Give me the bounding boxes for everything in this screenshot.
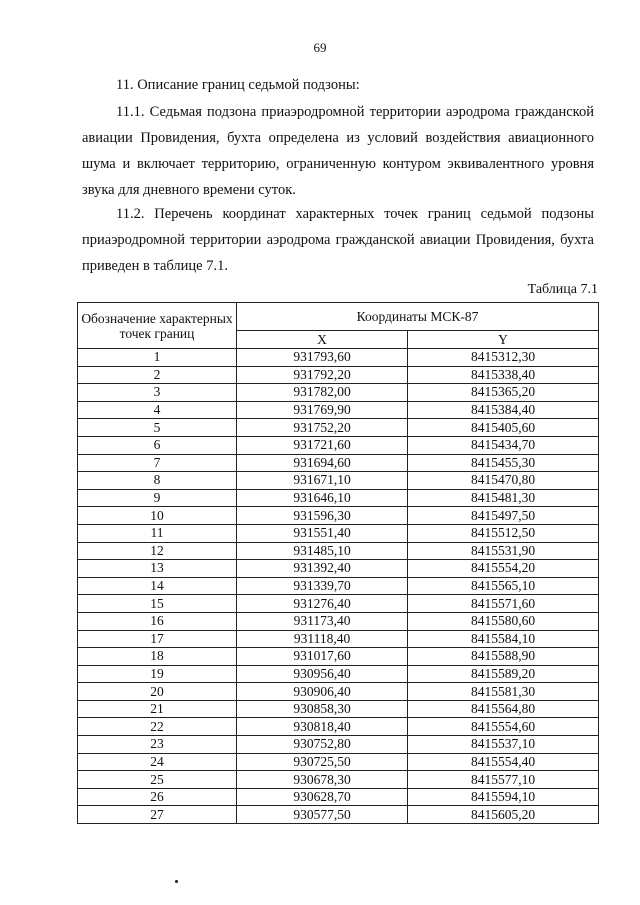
point-number-cell: 25 [78,771,237,789]
x-coordinate-cell: 931596,30 [237,507,408,525]
x-coordinate-cell: 930628,70 [237,788,408,806]
x-coordinate-cell: 931485,10 [237,542,408,560]
table-row [78,806,599,824]
header-x: X [237,331,408,349]
point-number-cell: 14 [78,577,237,595]
x-coordinate-cell: 931276,40 [237,595,408,613]
point-number-cell: 22 [78,718,237,736]
y-coordinate-cell: 8415554,20 [408,560,599,578]
coordinates-table [77,302,599,824]
point-number-cell: 17 [78,630,237,648]
y-coordinate-cell: 8415338,40 [408,366,599,384]
x-coordinate-cell: 931017,60 [237,648,408,666]
header-coordinates-system: Координаты МСК-87 [237,303,599,331]
x-coordinate-cell: 931792,20 [237,366,408,384]
point-number-cell: 7 [78,454,237,472]
y-coordinate-cell: 8415455,30 [408,454,599,472]
point-number-cell: 13 [78,560,237,578]
y-coordinate-cell: 8415581,30 [408,683,599,701]
x-coordinate-cell: 930725,50 [237,753,408,771]
section-heading: 11. Описание границ седьмой подзоны: [116,77,360,93]
point-number-cell: 9 [78,489,237,507]
y-coordinate-cell: 8415588,90 [408,648,599,666]
table-row [78,612,599,630]
point-number-cell: 15 [78,595,237,613]
point-number-cell: 19 [78,665,237,683]
point-number-cell: 20 [78,683,237,701]
table-row [78,366,599,384]
x-coordinate-cell: 931671,10 [237,472,408,490]
table-row [78,401,599,419]
y-coordinate-cell: 8415312,30 [408,349,599,367]
x-coordinate-cell: 930858,30 [237,700,408,718]
table-row [78,436,599,454]
y-coordinate-cell: 8415577,10 [408,771,599,789]
y-coordinate-cell: 8415512,50 [408,524,599,542]
table-row [78,384,599,402]
y-coordinate-cell: 8415589,20 [408,665,599,683]
table-row [78,542,599,560]
table-row [78,524,599,542]
x-coordinate-cell: 931769,90 [237,401,408,419]
table-caption: Таблица 7.1 [527,282,598,297]
table-row [78,454,599,472]
y-coordinate-cell: 8415405,60 [408,419,599,437]
y-coordinate-cell: 8415605,20 [408,806,599,824]
x-coordinate-cell: 930818,40 [237,718,408,736]
coordinates-table-body [78,349,599,824]
y-coordinate-cell: 8415531,90 [408,542,599,560]
point-number-cell: 21 [78,700,237,718]
point-number-cell: 10 [78,507,237,525]
point-number-cell: 3 [78,384,237,402]
table-row [78,472,599,490]
x-coordinate-cell: 930752,80 [237,736,408,754]
table-row [78,648,599,666]
table-row [78,595,599,613]
header-y: Y [408,331,599,349]
x-coordinate-cell: 931721,60 [237,436,408,454]
y-coordinate-cell: 8415481,30 [408,489,599,507]
y-coordinate-cell: 8415554,60 [408,718,599,736]
table-row [78,736,599,754]
point-number-cell: 26 [78,788,237,806]
point-number-cell: 1 [78,349,237,367]
y-coordinate-cell: 8415365,20 [408,384,599,402]
table-row [78,665,599,683]
point-number-cell: 8 [78,472,237,490]
table-row [78,700,599,718]
x-coordinate-cell: 931793,60 [237,349,408,367]
y-coordinate-cell: 8415470,80 [408,472,599,490]
y-coordinate-cell: 8415580,60 [408,612,599,630]
table-row [78,753,599,771]
x-coordinate-cell: 931782,00 [237,384,408,402]
y-coordinate-cell: 8415434,70 [408,436,599,454]
y-coordinate-cell: 8415384,40 [408,401,599,419]
point-number-cell: 18 [78,648,237,666]
y-coordinate-cell: 8415565,10 [408,577,599,595]
x-coordinate-cell: 931392,40 [237,560,408,578]
point-number-cell: 23 [78,736,237,754]
point-number-cell: 12 [78,542,237,560]
stray-dot-mark [175,880,178,883]
x-coordinate-cell: 931118,40 [237,630,408,648]
table-row [78,349,599,367]
x-coordinate-cell: 930577,50 [237,806,408,824]
table-row [78,507,599,525]
table-row [78,489,599,507]
point-number-cell: 27 [78,806,237,824]
x-coordinate-cell: 931339,70 [237,577,408,595]
paragraph-description: 11.1. Седьмая подзона приаэродромной территории аэродрома гражданской авиации Провидения, бухта определена из условий воздействия авиационного шума и включает территорию, ограниченную контуром эквивалентного уровня звука для дневного времени суток. [82,104,594,198]
x-coordinate-cell: 931646,10 [237,489,408,507]
table-row [78,630,599,648]
page-number: 69 [313,40,327,55]
x-coordinate-cell: 930906,40 [237,683,408,701]
y-coordinate-cell: 8415554,40 [408,753,599,771]
y-coordinate-cell: 8415594,10 [408,788,599,806]
point-number-cell: 5 [78,419,237,437]
table-row [78,683,599,701]
point-number-cell: 4 [78,401,237,419]
x-coordinate-cell: 931551,40 [237,524,408,542]
table-row [78,577,599,595]
table-row [78,788,599,806]
y-coordinate-cell: 8415497,50 [408,507,599,525]
table-row [78,419,599,437]
point-number-cell: 11 [78,524,237,542]
table-row [78,718,599,736]
table-row [78,560,599,578]
point-number-cell: 24 [78,753,237,771]
y-coordinate-cell: 8415537,10 [408,736,599,754]
table-row [78,771,599,789]
x-coordinate-cell: 931694,60 [237,454,408,472]
y-coordinate-cell: 8415584,10 [408,630,599,648]
x-coordinate-cell: 931173,40 [237,612,408,630]
paragraph-coordinates-list: 11.2. Перечень координат характерных точек границ седьмой подзоны приаэродромной территории аэродрома гражданской авиации Провидения, бухта приведен в таблице 7.1. [82,206,594,274]
header-point-designation: Обозначение характерных точек границ [78,303,237,349]
point-number-cell: 2 [78,366,237,384]
point-number-cell: 16 [78,612,237,630]
y-coordinate-cell: 8415564,80 [408,700,599,718]
x-coordinate-cell: 930678,30 [237,771,408,789]
y-coordinate-cell: 8415571,60 [408,595,599,613]
x-coordinate-cell: 930956,40 [237,665,408,683]
point-number-cell: 6 [78,436,237,454]
x-coordinate-cell: 931752,20 [237,419,408,437]
